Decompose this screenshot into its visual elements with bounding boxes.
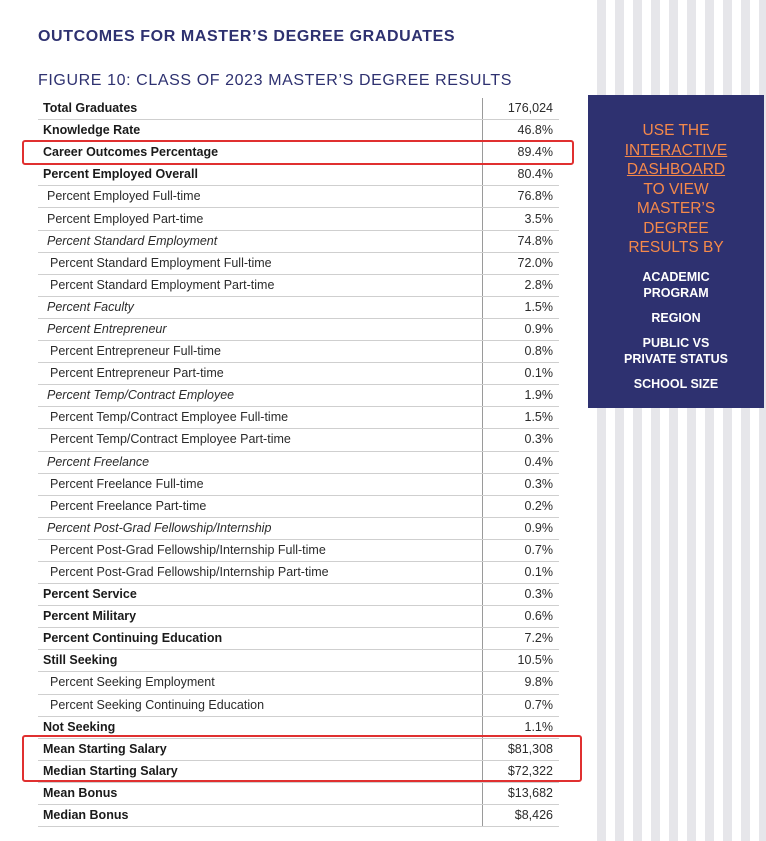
row-label: Not Seeking [38,716,483,738]
callout-text: USE THE [642,122,710,139]
row-value: 0.2% [483,495,560,517]
row-value: 7.2% [483,628,560,650]
table-row [38,120,559,142]
row-value: 0.8% [483,341,560,363]
row-label: Percent Freelance Full-time [38,473,483,495]
figure-title: FIGURE 10: CLASS OF 2023 MASTER’S DEGREE RESULTS [38,72,512,89]
row-value: $81,308 [483,738,560,760]
row-label: Percent Temp/Contract Employee Part-time [38,429,483,451]
row-value: 0.1% [483,363,560,385]
table-row [38,495,559,517]
row-value: 0.9% [483,517,560,539]
table-row [38,318,559,340]
option-region: REGION [651,310,701,325]
table-row [38,584,559,606]
table-row [38,208,559,230]
table-row [38,451,559,473]
row-label: Median Starting Salary [38,760,483,782]
row-label: Percent Temp/Contract Employee [38,385,483,407]
table-row [38,429,559,451]
row-value: $13,682 [483,782,560,804]
row-value: 0.6% [483,606,560,628]
row-label: Percent Standard Employment [38,230,483,252]
row-value: 2.8% [483,274,560,296]
table-row [38,672,559,694]
row-label: Percent Temp/Contract Employee Full-time [38,407,483,429]
row-value: 0.3% [483,473,560,495]
row-value: 46.8% [483,120,560,142]
table-row [38,296,559,318]
table-row [38,385,559,407]
row-value: 72.0% [483,252,560,274]
row-label: Percent Employed Overall [38,164,483,186]
table-row [38,628,559,650]
row-value: $8,426 [483,805,560,827]
row-label: Percent Standard Employment Full-time [38,252,483,274]
row-label: Percent Employed Part-time [38,208,483,230]
row-value: 74.8% [483,230,560,252]
callout-text: RESULTS BY [628,239,724,256]
row-value: 0.1% [483,561,560,583]
table-row [38,517,559,539]
table-row [38,252,559,274]
table-row [38,606,559,628]
row-value: 0.7% [483,539,560,561]
row-label: Mean Bonus [38,782,483,804]
table-row [38,561,559,583]
row-label: Percent Entrepreneur Full-time [38,341,483,363]
row-value: 10.5% [483,650,560,672]
option-academic-program: ACADEMIC PROGRAM [642,269,710,300]
callout-text: TO VIEW [643,180,709,198]
row-label: Still Seeking [38,650,483,672]
row-value: 0.3% [483,584,560,606]
row-value: 0.3% [483,429,560,451]
row-label: Knowledge Rate [38,120,483,142]
row-label: Percent Post-Grad Fellowship/Internship Part-time [38,561,483,583]
row-label: Percent Entrepreneur Part-time [38,363,483,385]
row-value: 0.9% [483,318,560,340]
row-label: Percent Military [38,606,483,628]
row-value: 3.5% [483,208,560,230]
table-row [38,230,559,252]
row-value: 80.4% [483,164,560,186]
row-label: Total Graduates [38,98,483,120]
dashboard-link[interactable]: DASHBOARD [626,161,726,178]
callout-text: DEGREE [643,219,709,237]
table-row [38,760,559,782]
table-row [38,738,559,760]
row-value: 0.7% [483,694,560,716]
table-row [38,650,559,672]
row-value: 1.5% [483,407,560,429]
row-label: Percent Entrepreneur [38,318,483,340]
results-table [38,98,559,827]
table-row [38,805,559,827]
row-label: Percent Faculty [38,296,483,318]
row-label: Percent Post-Grad Fellowship/Internship [38,517,483,539]
table-row [38,716,559,738]
row-value: 1.5% [483,296,560,318]
row-value: 1.9% [483,385,560,407]
row-label: Percent Freelance Part-time [38,495,483,517]
row-label: Percent Freelance [38,451,483,473]
table-row [38,473,559,495]
row-label: Percent Continuing Education [38,628,483,650]
row-value: 1.1% [483,716,560,738]
table-row [38,142,559,164]
table-row [38,782,559,804]
row-label: Percent Seeking Employment [38,672,483,694]
table-row [38,186,559,208]
table-row [38,274,559,296]
row-label: Percent Employed Full-time [38,186,483,208]
row-value: 0.4% [483,451,560,473]
dashboard-callout [588,95,764,408]
row-value: 89.4% [483,142,560,164]
row-value: 176,024 [483,98,560,120]
row-label: Median Bonus [38,805,483,827]
callout-text: MASTER’S [636,200,716,217]
row-value: 9.8% [483,672,560,694]
interactive-dashboard-link[interactable]: INTERACTIVE [624,141,728,159]
row-label: Percent Service [38,584,483,606]
table-row [38,363,559,385]
table-row [38,98,559,120]
row-label: Percent Seeking Continuing Education [38,694,483,716]
option-school-size: SCHOOL SIZE [633,376,719,391]
table-row [38,407,559,429]
row-label: Percent Post-Grad Fellowship/Internship Full-time [38,539,483,561]
row-value: $72,322 [483,760,560,782]
row-label: Career Outcomes Percentage [38,142,483,164]
row-label: Mean Starting Salary [38,738,483,760]
row-label: Percent Standard Employment Part-time [38,274,483,296]
table-row [38,694,559,716]
page-heading: OUTCOMES FOR MASTER’S DEGREE GRADUATES [38,28,456,45]
table-row [38,341,559,363]
table-row [38,539,559,561]
table-row [38,164,559,186]
option-public-private: PUBLIC VS PRIVATE STATUS [624,335,728,366]
row-value: 76.8% [483,186,560,208]
